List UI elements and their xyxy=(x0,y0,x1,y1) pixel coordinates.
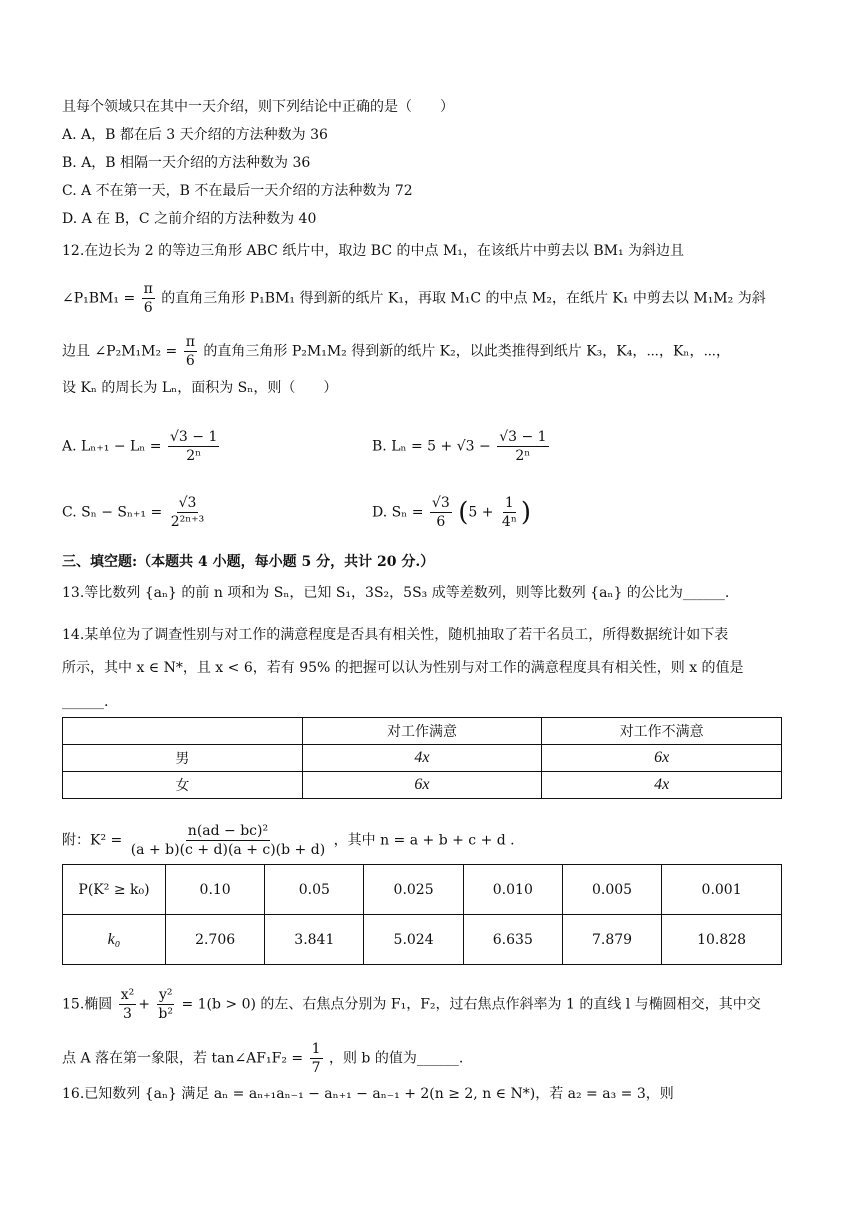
table-row: 女 6x 4x xyxy=(63,772,782,799)
q14-line3: ______. xyxy=(62,694,109,710)
pi-over-6-fraction-2: $\frac{\pi}{6}$ xyxy=(185,334,195,369)
table-row: P(K² ≥ k₀) 0.10 0.05 0.025 0.010 0.005 0.001 xyxy=(63,865,782,915)
q15-line1: 15.椭圆 $\frac{\text{x²}}{3}$ + $\frac{\text{y²}}{\text{b²}}$ = 1(b > 0) 的左、右焦点分别为 F₁，F₂，过右焦点作斜率为 1 的直线 l 与椭圆相交，其中交 xyxy=(62,987,761,1022)
q12-angle-label: ∠P₁BM₁ = xyxy=(62,290,136,307)
q15-line2: 点 A 落在第一象限，若 tan∠AF₁F₂ = $\frac{1}{7}$ ，则 b 的值为______. xyxy=(62,1041,464,1076)
satisfaction-table xyxy=(62,717,782,799)
q12-line2-text: 的直角三角形 P₁BM₁ 得到新的纸片 K₁，再取 M₁C 的中点 M₂，在纸片 K₁ 中剪去以 M₁M₂ 为斜 xyxy=(161,290,766,307)
section-heading: 三、填空题:（本题共 4 小题，每小题 5 分，共计 20 分.） xyxy=(62,554,435,570)
q12-line2 xyxy=(62,280,766,317)
pi-over-6-fraction: $\frac{\pi}{6}$ xyxy=(143,281,153,316)
q11-stem: 且每个领域只在其中一天介绍，则下列结论中正确的是（ ） xyxy=(62,99,454,115)
q12-line3-text: 的直角三角形 P₂M₁M₂ 得到新的纸片 K₂，以此类推得到纸片 K₃，K₄，⋯，Kₙ，⋯， xyxy=(203,343,731,360)
q12-line3 xyxy=(62,333,730,370)
q12-option-a: A. Lₙ₊₁ − Lₙ = $\frac{√3 - 1}{\text{2ⁿ}}$ xyxy=(62,429,218,464)
q12-angle2-label: 边且 ∠P₂M₁M₂ = xyxy=(62,343,178,360)
q12-line1: 12.在边长为 2 的等边三角形 ABC 纸片中，取边 BC 的中点 M₁，在该纸片中剪去以 BM₁ 为斜边且 xyxy=(62,243,685,259)
q12-line4: 设 Kₙ 的周长为 Lₙ，面积为 Sₙ，则（ ） xyxy=(62,380,338,396)
q14-line1: 14.某单位为了调查性别与对工作的满意程度是否具有相关性，随机抽取了若干名员工，所得数据统计如下表 xyxy=(62,627,729,643)
q11-option-c: C. A 不在第一天，B 不在最后一天介绍的方法种数为 72 xyxy=(62,183,413,199)
table-row: 男 4x 6x xyxy=(63,745,782,772)
table-row: 对工作满意 对工作不满意 xyxy=(63,718,782,745)
q12-option-b: B. Lₙ = 5 + √3 − $\frac{√3 - 1}{\text{2ⁿ}}$ xyxy=(372,429,547,464)
q12-option-d: D. Sₙ = $\frac{√3}{6}$ (5 + $\frac{1}{\text{4ⁿ}}$ ) xyxy=(372,495,532,530)
table-row: k₀ 2.706 3.841 5.024 6.635 7.879 10.828 xyxy=(63,915,782,965)
q13: 13.等比数列 {aₙ} 的前 n 项和为 Sₙ，已知 S₁，3S₂，5S₃ 成等差数列，则等比数列 {aₙ} 的公比为______. xyxy=(62,585,730,601)
q16: 16.已知数列 {aₙ} 满足 aₙ = aₙ₊₁aₙ₋₁ − aₙ₊₁ − aₙ₋₁ + 2(n ≥ 2, n ∈ N*)，若 a₂ = a₃ = 3，则 xyxy=(62,1086,674,1102)
q11-option-a: A. A，B 都在后 3 天介绍的方法种数为 36 xyxy=(62,127,328,143)
critical-value-table xyxy=(62,864,782,965)
q14-line2: 所示，其中 x ∈ N*，且 x < 6，若有 95% 的把握可以认为性别与对工作的满意程度具有相关性，则 x 的值是 xyxy=(62,660,744,676)
q12-option-c: C. Sₙ − Sₙ₊₁ = $\frac{√3}{\text{2²ⁿ⁺³}}$ xyxy=(62,495,205,530)
k-squared-formula: 附：K² = $\frac{\text{n(ad − bc)²}}{(a + b)(c + d)(a + c)(b + d)}$ ，其中 n = a + b + c + d . xyxy=(62,823,515,858)
q11-option-b: B. A，B 相隔一天介绍的方法种数为 36 xyxy=(62,155,311,171)
q11-option-d: D. A 在 B，C 之前介绍的方法种数为 40 xyxy=(62,211,317,227)
